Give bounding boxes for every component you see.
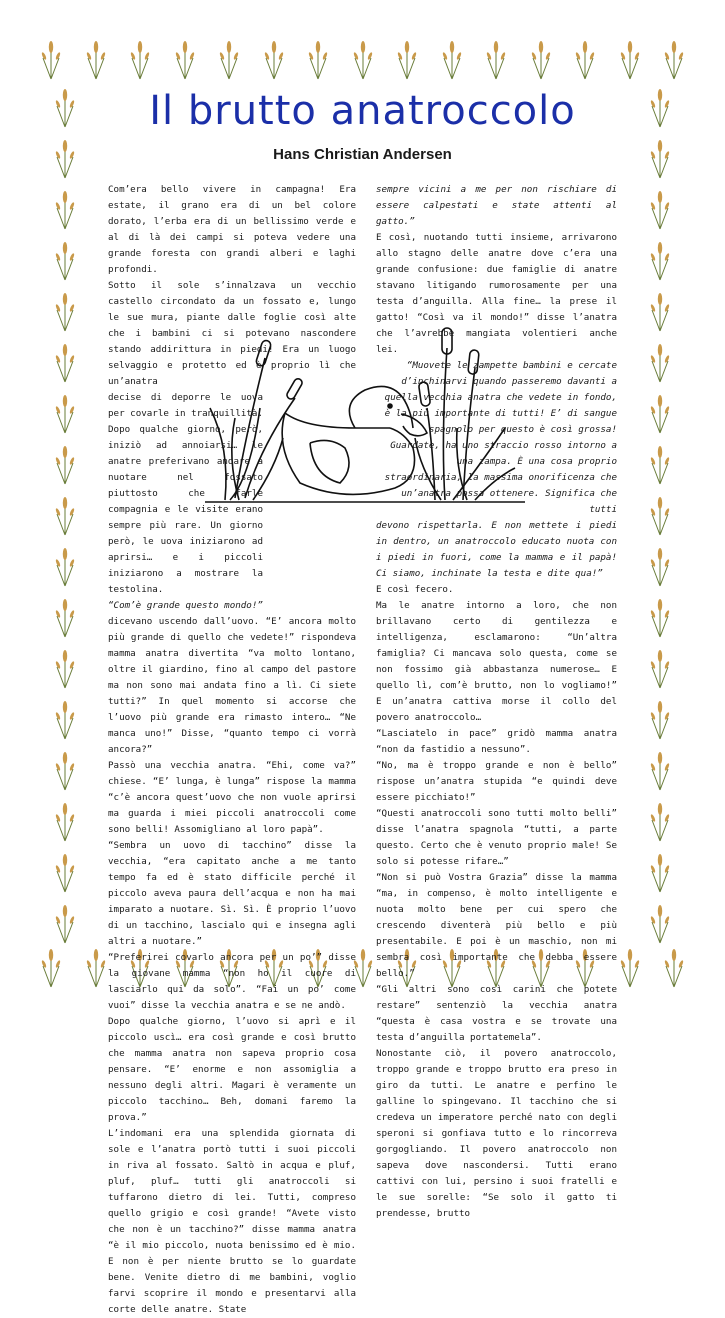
paragraph: sempre vicini a me per non rischiare di essere calpestati e state attenti al gatto.” (376, 184, 617, 227)
paragraph: “Preferirei covarlo ancora per un po’” disse la giovane mamma “non ho il cuore di lasciarlo qui da solo”. “Fai un po’ come vuoi” disse la vecchia anatra e se ne andò. (108, 952, 356, 1011)
reed-icon (441, 38, 463, 80)
paragraph: Dopo qualche giorno, l’uovo si aprì e il piccolo uscì… era così grande e così brutto che mamma anatra non sapeva proprio cosa pensare. “E’ enorme e non assomiglia a nessuno degli altri. Magari è veramente un piccolo tacchino… Beh, domani faremo la prova.” (108, 1016, 356, 1123)
reed-icon (54, 902, 76, 944)
reed-icon (649, 698, 671, 740)
paragraph: Com’era bello vivere in campagna! Era estate, il grano era di un bel colore dorato, l’erba era di un bellissimo verde e al di là dei campi si poteva vedere una grande foresta con grandi alberi e laghi profondi. (108, 184, 356, 275)
reed-icon (485, 38, 507, 80)
paragraph: L’indomani era una splendida giornata di sole e l’anatra portò tutti i suoi piccoli in riva al fossato. Saltò in acqua e pluf, pluf, pluf… tutti gli anatroccoli si tuffarono dietro di lei. Tutti, compreso quello grigio e così grande! “Avete visto che non è un tacchino?” disse mamma anatra “è il mio piccolo, nuota benissimo ed è mio. E non è per niente brutto se lo guardate bene. Venite dietro di me bambini, voglio farvi scoprire il mondo e presentarvi alla corte delle anatre. State (108, 1128, 356, 1315)
reed-icon (649, 188, 671, 230)
reed-icon (129, 38, 151, 80)
column-left (108, 182, 356, 1318)
paragraph: decise di deporre le uova per covarle in tranquillità. Dopo qualche giorno, però, iniziò ad annoiarsi… le anatre preferivano andare a nuotare nel fossato piuttosto che farle compagnia e le visite erano sempre più rare. Un giorno però, le uova iniziarono ad aprirsi… e i piccoli iniziarono a mostrare la testolina. (108, 392, 263, 595)
reed-icon (307, 38, 329, 80)
paragraph: E così fecero. (376, 584, 454, 595)
reed-icon (649, 239, 671, 281)
reed-icon (54, 392, 76, 434)
reed-icon (396, 38, 418, 80)
reed-icon (54, 443, 76, 485)
reed-icon (663, 946, 685, 988)
paragraph: “Lasciatelo in pace” gridò mamma anatra “non da fastidio a nessuno”. (376, 728, 617, 755)
paragraph: “Non si può Vostra Grazia” disse la mamma “ma, in compenso, è molto intelligente e nuota molto bene per cui spero che crescendo diventerà più bello e più presentabile. E poi è un maschio, non mi sembra così importante che debba essere bello.” (376, 872, 617, 979)
page-title: Il brutto anatroccolo (149, 88, 576, 134)
reed-icon (54, 851, 76, 893)
reed-icon (85, 38, 107, 80)
reed-icon (649, 902, 671, 944)
reed-icon (649, 341, 671, 383)
paragraph: Sotto il sole s’innalzava un vecchio castello circondato da un fossato e, lungo le sue mura, piante dalle foglie così alte che i bambini ci si potevano nascondere stando addirittura in piedi! Era un luogo selvaggio e protetto ed è proprio lì che un’anatra (108, 280, 356, 387)
reed-icon (649, 545, 671, 587)
reed-icon (54, 749, 76, 791)
reed-icon (649, 443, 671, 485)
paragraph: “Muovete le zampette bambini e cercate d’inchinarvi quando passeremo davanti a quella vecchia anatra che vedete in fondo, è la più importante di tutti! E’ di sangue spagnolo per questo è così grossa! Guardate, ha uno straccio rosso intorno a una zampa. È una cosa proprio straordinaria, la massima onorificenza che un’anatra possa ottenere. Significa che tutti (384, 360, 617, 515)
paragraph: “No, ma è troppo grande e non è bello” rispose un’anatra stupida “e quindi deve essere picchiato!” (376, 760, 617, 803)
column-right (376, 182, 617, 1222)
reed-icon (663, 38, 685, 80)
paragraph: Nonostante ciò, il povero anatroccolo, troppo grande e troppo brutto era preso in giro da tutti. Le anatre e perfino le galline lo spingevano. Il tacchino che si credeva un imperatore perché nato con degli speroni si gonfiava tutto e lo rincorreva gorgogliando. Il povero anatroccolo non sapeva dove nascondersi. Tutti erano cattivi con lui, persino i suoi fratelli e le sue sorelle: “Se solo il gatto ti prendesse, brutto (376, 1048, 617, 1219)
reed-icon (40, 946, 62, 988)
reed-icon (54, 494, 76, 536)
reed-icon (649, 494, 671, 536)
reed-icon (218, 38, 240, 80)
border-right (645, 86, 675, 944)
reed-icon (54, 239, 76, 281)
reed-icon (352, 38, 374, 80)
reed-icon (174, 38, 196, 80)
reed-icon (54, 800, 76, 842)
paragraph: “Com’è grande questo mondo!” (108, 600, 263, 611)
reed-icon (54, 545, 76, 587)
reed-icon (40, 38, 62, 80)
paragraph: devono rispettarla. E non mettete i piedi in dentro, un anatroccolo educato nuota con i piedi in fuori, come la mamma e il papà! Ci siamo, inchinate la testa e dite qua!” (376, 520, 617, 579)
reed-icon (649, 800, 671, 842)
reed-icon (649, 749, 671, 791)
reed-icon (649, 596, 671, 638)
reed-icon (85, 946, 107, 988)
paragraph: Ma le anatre intorno a loro, che non brillavano certo di gentilezza e intelligenza, esclamarono: “Un’altra famiglia? Ci mancava solo questa, come se non fossimo già abbastanza numerose… E quello lì, com’è brutto, non lo vogliamo!” E un’anatra cattiva morse il collo del povero anatroccolo… (376, 600, 617, 723)
paragraph: “Questi anatroccoli sono tutti molto belli” disse l’anatra spagnola “tutti, a parte questo. Certo che è venuto proprio male! Se solo si potesse rifare…” (376, 808, 617, 867)
reed-icon (54, 596, 76, 638)
reed-icon (54, 647, 76, 689)
paragraph: “Sembra un uovo di tacchino” disse la vecchia, “era capitato anche a me tanto tempo fa ed è stato difficile perché il piccolo aveva paura dell’acqua e non ha mai imparato a nuotare. Sì. Sì. È proprio l’uovo di un tacchino, lascialo qui e insegna agli altri a nuotare.” (108, 840, 356, 947)
reed-icon (649, 647, 671, 689)
reed-icon (619, 38, 641, 80)
reed-icon (530, 38, 552, 80)
reed-icon (54, 188, 76, 230)
paragraph: dicevano uscendo dall’uovo. “E’ ancora molto più grande di quello che vedete!” rispondeva mamma anatra divertita “va molto lontano, oltre il giardino, fino al campo del pastore ma non sono mai andata fino a lì. Ci siete tutti?” In quel momento si accorse che l’uovo più grande era rimasto intero… “Ne manca uno!” Disse, “quanto tempo ci vorrà ancora?” (108, 616, 356, 755)
reed-icon (54, 290, 76, 332)
reed-icon (649, 851, 671, 893)
border-left (50, 86, 80, 944)
author-name: Hans Christian Andersen (273, 146, 452, 163)
border-top (40, 38, 685, 84)
reed-icon (649, 290, 671, 332)
reed-icon (649, 392, 671, 434)
reed-icon (263, 38, 285, 80)
reed-icon (54, 341, 76, 383)
paragraph: “Gli altri sono così carini che potete restare” sentenziò la vecchia anatra “questa è casa vostra e se trovate una testa d’anguilla portatemela”. (376, 984, 617, 1043)
reed-icon (54, 698, 76, 740)
paragraph: E così, nuotando tutti insieme, arrivarono allo stagno delle anatre dove c’era una grande confusione: due famiglie di anatre stavano litigando rumorosamente per una testa d’anguilla. Alla fine… la prese il gatto! “Così va il mondo!” disse l’anatra che l’avrebbe mangiata volentieri anche lei. (376, 232, 617, 355)
reed-icon (619, 946, 641, 988)
paragraph: Passò una vecchia anatra. “Ehi, come va?” chiese. “E’ lunga, è lunga” rispose la mamma “c’è ancora quest’uovo che non vuole aprirsi ma guarda i miei piccoli anatroccoli come sono belli! Assomigliano al loro papà”. (108, 760, 356, 835)
reed-icon (574, 38, 596, 80)
